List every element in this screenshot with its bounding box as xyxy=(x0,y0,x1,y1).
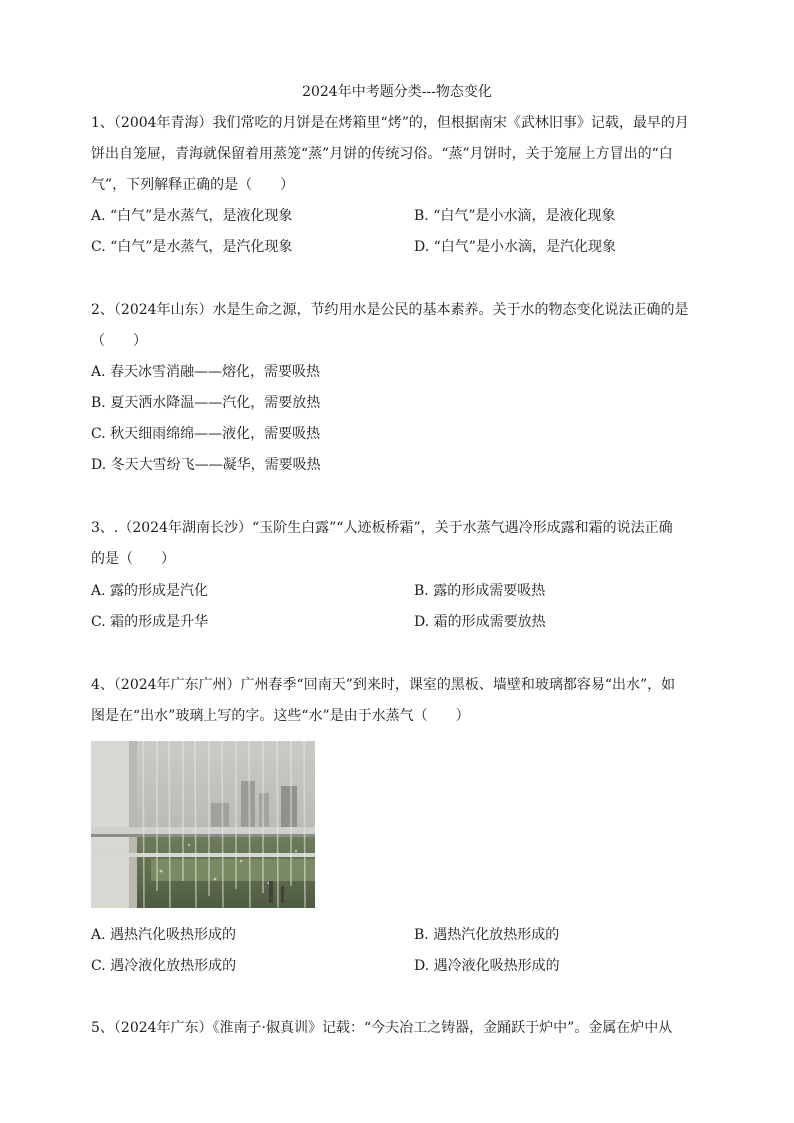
question-1-line-2: 饼出自笼屉，青海就保留着用蒸笼“蒸”月饼的传统习俗。“蒸”月饼时，关于笼屉上方冒出的“白 xyxy=(91,146,673,162)
question-2-line-2: （ ） xyxy=(91,333,147,349)
question-1-line-1: 1、（2004年青海）我们常吃的月饼是在烤箱里“烤”的，但根据南宋《武林旧事》记载，最早的月 xyxy=(91,115,689,131)
question-4-line-1: 4、（2024年广东广州）广州春季“回南天”到来时，课室的黑板、墙壁和玻璃都容易“出水”，如 xyxy=(91,677,676,693)
question-1-option-d: D. “白气”是小水滴，是汽化现象 xyxy=(414,239,616,255)
question-3-line-2: 的是（ ） xyxy=(91,551,175,567)
question-1-option-c: C. “白气”是水蒸气，是汽化现象 xyxy=(91,239,293,255)
question-3-option-c: C. 霜的形成是升华 xyxy=(91,614,209,630)
page-title: 2024年中考题分类---物态变化 xyxy=(302,84,492,100)
question-3-line-1: 3、.（2024年湖南长沙）“玉阶生白露”“人迹板桥霜”，关于水蒸气遇冷形成露和霜的说法正确 xyxy=(91,520,673,536)
question-2-option-d: D. 冬天大雪纷飞——凝华，需要吸热 xyxy=(91,457,321,473)
question-1-option-a: A. “白气”是水蒸气，是液化现象 xyxy=(91,208,293,224)
question-2-line-1: 2、（2024年山东）水是生命之源，节约用水是公民的基本素养。关于水的物态变化说法正确的是 xyxy=(91,302,689,318)
question-2-option-a: A. 春天冰雪消融——熔化，需要吸热 xyxy=(91,364,321,380)
question-1-line-3: 气”，下列解释正确的是（ ） xyxy=(91,177,295,193)
question-5-line-1: 5、（2024年广东）《淮南子·俶真训》记载：“今夫冶工之铸器，金踊跃于炉中”。金属在炉中从 xyxy=(91,1020,673,1036)
question-4-option-b: B. 遇热汽化放热形成的 xyxy=(414,927,560,943)
question-4-option-a: A. 遇热汽化吸热形成的 xyxy=(91,927,237,943)
question-3-option-b: B. 露的形成需要吸热 xyxy=(414,583,546,599)
window-condensation-photo xyxy=(91,741,315,908)
question-2-option-b: B. 夏天洒水降温——汽化，需要放热 xyxy=(91,395,321,411)
question-4-option-c: C. 遇冷液化放热形成的 xyxy=(91,958,237,974)
question-4-line-2: 图是在“出水”玻璃上写的字。这些“水”是由于水蒸气（ ） xyxy=(91,708,470,724)
question-3-option-a: A. 露的形成是汽化 xyxy=(91,583,209,599)
question-1-option-b: B. “白气”是小水滴，是液化现象 xyxy=(414,208,616,224)
question-2-option-c: C. 秋天细雨绵绵——液化，需要吸热 xyxy=(91,426,321,442)
question-3-option-d: D. 霜的形成需要放热 xyxy=(414,614,546,630)
question-4-option-d: D. 遇冷液化吸热形成的 xyxy=(414,958,560,974)
